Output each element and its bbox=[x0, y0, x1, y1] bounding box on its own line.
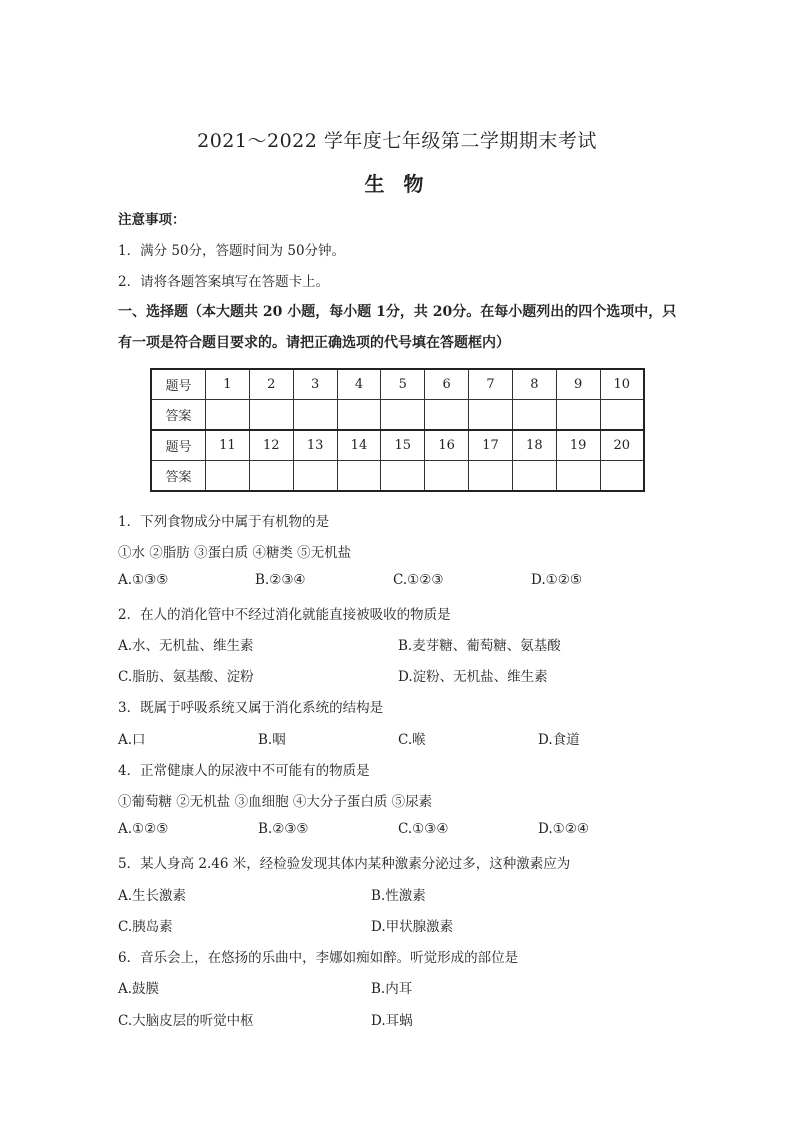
answer-cell[interactable] bbox=[381, 400, 425, 431]
option-d: D.①②④ bbox=[538, 821, 589, 837]
table-cell: 2 bbox=[249, 369, 293, 400]
table-cell: 8 bbox=[512, 369, 556, 400]
answer-cell[interactable] bbox=[512, 461, 556, 492]
table-cell: 19 bbox=[556, 430, 600, 461]
section-heading: 一、选择题（本大题共 20 小题，每小题 1分，共 20分。在每小题列出的四个选项中，只 bbox=[118, 304, 677, 320]
table-cell: 6 bbox=[425, 369, 469, 400]
answer-cell[interactable] bbox=[512, 400, 556, 431]
table-cell: 7 bbox=[469, 369, 513, 400]
question-items: ①水 ②脂肪 ③蛋白质 ④糖类 ⑤无机盐 bbox=[118, 545, 352, 561]
option-a: A.①③⑤ bbox=[118, 572, 169, 588]
table-cell: 16 bbox=[425, 430, 469, 461]
option-c: C.①③④ bbox=[398, 821, 449, 837]
table-row bbox=[151, 400, 644, 431]
question-stem: 2．在人的消化管中不经过消化就能直接被吸收的物质是 bbox=[118, 607, 451, 623]
answer-cell[interactable] bbox=[425, 400, 469, 431]
table-header-cell: 答案 bbox=[151, 461, 206, 492]
table-cell: 20 bbox=[600, 430, 644, 461]
option-c: C.①②③ bbox=[393, 572, 444, 588]
answer-cell[interactable] bbox=[469, 400, 513, 431]
table-cell: 14 bbox=[337, 430, 381, 461]
table-cell: 1 bbox=[206, 369, 250, 400]
table-cell: 3 bbox=[293, 369, 337, 400]
table-cell: 18 bbox=[512, 430, 556, 461]
question-stem: 3．既属于呼吸系统又属于消化系统的结构是 bbox=[118, 700, 384, 716]
option-d: D.耳蜗 bbox=[371, 1013, 413, 1029]
answer-cell[interactable] bbox=[249, 461, 293, 492]
note-item: 1．满分 50分，答题时间为 50分钟。 bbox=[118, 243, 346, 259]
answer-cell[interactable] bbox=[206, 461, 250, 492]
answer-cell[interactable] bbox=[337, 461, 381, 492]
section-heading-cont: 有一项是符合题目要求的。请把正确选项的代号填在答题框内） bbox=[118, 335, 510, 351]
option-b: B.②③④ bbox=[255, 572, 306, 588]
answer-cell[interactable] bbox=[556, 461, 600, 492]
option-a: A.鼓膜 bbox=[118, 981, 160, 997]
option-b: B.性激素 bbox=[371, 888, 426, 904]
answer-table bbox=[150, 368, 645, 492]
table-row bbox=[151, 430, 644, 461]
answer-cell[interactable] bbox=[600, 461, 644, 492]
table-row bbox=[151, 461, 644, 492]
table-cell: 9 bbox=[556, 369, 600, 400]
note-item: 2．请将各题答案填写在答题卡上。 bbox=[118, 274, 330, 290]
table-cell: 12 bbox=[249, 430, 293, 461]
table-cell: 11 bbox=[206, 430, 250, 461]
subject-title: 生 物 bbox=[364, 172, 430, 196]
answer-cell[interactable] bbox=[337, 400, 381, 431]
table-header-cell: 答案 bbox=[151, 400, 206, 431]
question-items: ①葡萄糖 ②无机盐 ③血细胞 ④大分子蛋白质 ⑤尿素 bbox=[118, 794, 433, 810]
option-c: C.喉 bbox=[398, 732, 426, 748]
question-stem: 4．正常健康人的尿液中不可能有的物质是 bbox=[118, 763, 370, 779]
question-stem: 5．某人身高 2.46 米，经检验发现其体内某种激素分泌过多，这种激素应为 bbox=[118, 856, 571, 872]
option-d: D.①②⑤ bbox=[531, 572, 582, 588]
table-cell: 4 bbox=[337, 369, 381, 400]
answer-cell[interactable] bbox=[249, 400, 293, 431]
option-b: B.咽 bbox=[258, 732, 286, 748]
option-a: A.生长激素 bbox=[118, 888, 187, 904]
option-d: D.食道 bbox=[538, 732, 580, 748]
answer-cell[interactable] bbox=[206, 400, 250, 431]
option-c: C.脂肪、氨基酸、淀粉 bbox=[118, 669, 254, 685]
option-b: B.麦芽糖、葡萄糖、氨基酸 bbox=[398, 638, 561, 654]
table-cell: 5 bbox=[381, 369, 425, 400]
exam-title: 2021～2022 学年度七年级第二学期期末考试 bbox=[197, 130, 597, 152]
answer-cell[interactable] bbox=[600, 400, 644, 431]
answer-cell[interactable] bbox=[425, 461, 469, 492]
table-cell: 10 bbox=[600, 369, 644, 400]
answer-cell[interactable] bbox=[469, 461, 513, 492]
notes-heading: 注意事项： bbox=[118, 212, 186, 228]
option-a: A.①②⑤ bbox=[118, 821, 169, 837]
question-stem: 1．下列食物成分中属于有机物的是 bbox=[118, 514, 330, 530]
table-cell: 17 bbox=[469, 430, 513, 461]
table-row bbox=[151, 369, 644, 400]
answer-cell[interactable] bbox=[556, 400, 600, 431]
option-a: A.水、无机盐、维生素 bbox=[118, 638, 254, 654]
option-a: A.口 bbox=[118, 732, 146, 748]
option-d: D.甲状腺激素 bbox=[371, 919, 454, 935]
answer-cell[interactable] bbox=[293, 461, 337, 492]
option-b: B.②③⑤ bbox=[258, 821, 309, 837]
option-b: B.内耳 bbox=[371, 981, 413, 997]
answer-cell[interactable] bbox=[381, 461, 425, 492]
option-c: C.大脑皮层的听觉中枢 bbox=[118, 1013, 254, 1029]
table-cell: 13 bbox=[293, 430, 337, 461]
table-cell: 15 bbox=[381, 430, 425, 461]
question-stem: 6．音乐会上，在悠扬的乐曲中，李娜如痴如醉。听觉形成的部位是 bbox=[118, 950, 519, 966]
answer-cell[interactable] bbox=[293, 400, 337, 431]
option-d: D.淀粉、无机盐、维生素 bbox=[398, 669, 548, 685]
option-c: C.胰岛素 bbox=[118, 919, 173, 935]
table-header-cell: 题号 bbox=[151, 430, 206, 461]
table-header-cell: 题号 bbox=[151, 369, 206, 400]
